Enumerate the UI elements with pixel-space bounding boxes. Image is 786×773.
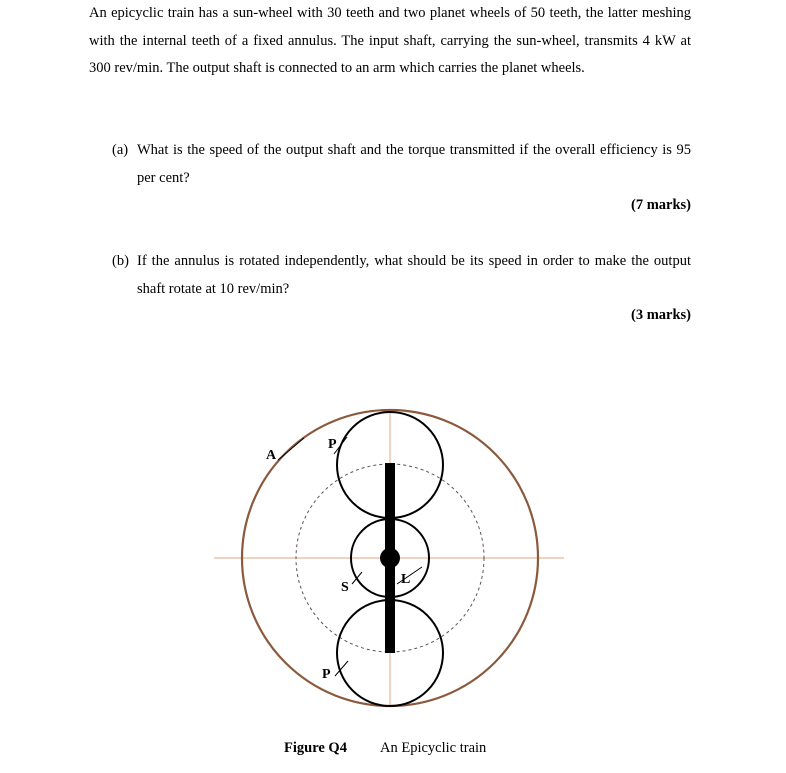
question-b-text: If the annulus is rotated independently, what should be its speed in order to make the output shaft rotate at 10 rev/min? <box>137 253 691 297</box>
arm-label: L <box>401 572 411 587</box>
question-a-text: What is the speed of the output shaft and the torque transmitted if the overall efficiency is 95 per cent? <box>137 142 691 186</box>
planet-bottom-label: P <box>322 667 331 682</box>
question-b-marks: (3 marks) <box>630 307 691 323</box>
sun-hub <box>380 548 400 568</box>
question-b-label: (b) <box>112 253 129 269</box>
annulus-label: A <box>266 448 277 463</box>
annulus-leader-line <box>278 438 304 460</box>
problem-intro: An epicyclic train has a sun-wheel with 30 teeth and two planet wheels of 50 teeth, the latter meshing with the internal teeth of a fixed annulus. The input shaft, carrying the sun-wheel, transmits 4 kW at 300 rev/min. The output shaft is connected to an arm which carries the planet wheels. <box>89 5 691 76</box>
figure-title: An Epicyclic train <box>380 740 487 756</box>
figure-number: Figure Q4 <box>284 740 347 756</box>
planet-top-label: P <box>328 437 337 452</box>
question-a-label: (a) <box>112 142 129 158</box>
question-a-marks: (7 marks) <box>630 197 691 213</box>
sun-label: S <box>341 580 349 595</box>
